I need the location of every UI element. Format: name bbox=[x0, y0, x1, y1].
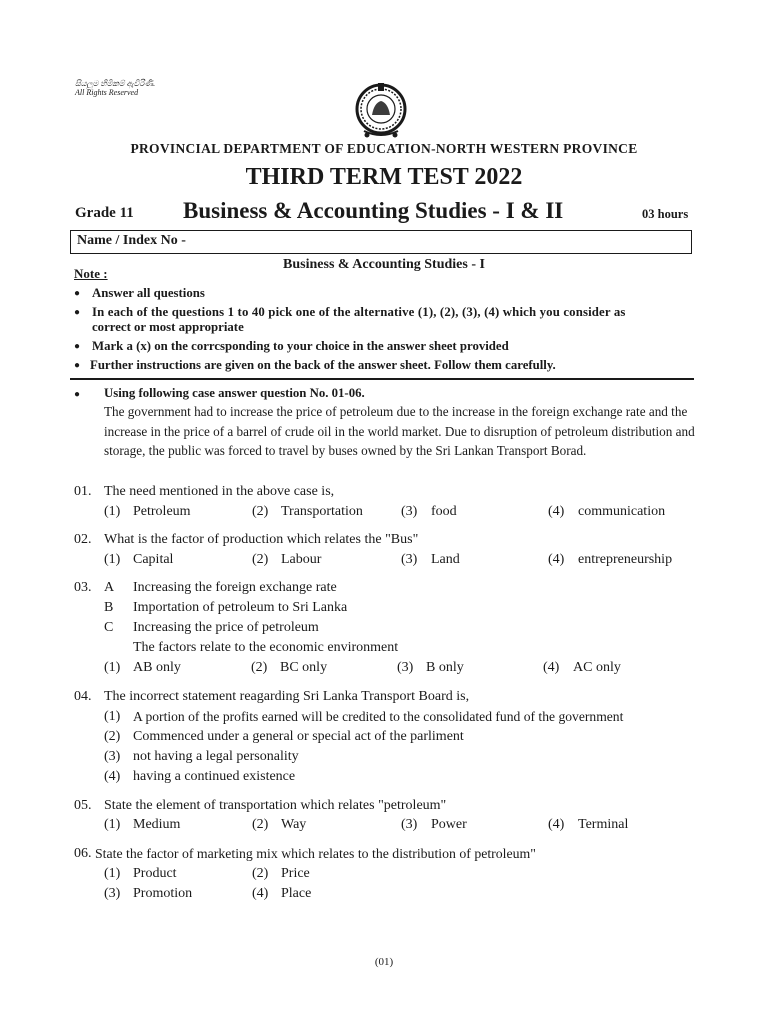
option-text: Price bbox=[281, 866, 310, 881]
option-text: A portion of the profits earned will be credited to the consolidated fund of the government bbox=[133, 709, 624, 724]
option-number: (1) bbox=[104, 709, 121, 724]
option-text: B only bbox=[426, 660, 464, 675]
question-stem: The factors relate to the economic environment bbox=[133, 640, 399, 655]
bullet-icon: ● bbox=[74, 389, 81, 400]
question-number: 04. bbox=[74, 689, 92, 704]
statement-text: Increasing the price of petroleum bbox=[133, 620, 319, 635]
case-heading: Using following case answer question No. 01-06. bbox=[104, 386, 365, 400]
grade-label: Grade 11 bbox=[75, 205, 134, 221]
option-text: Product bbox=[133, 866, 177, 881]
option-number: (2) bbox=[252, 817, 269, 832]
question-number: 05. bbox=[74, 798, 92, 813]
bullet-icon: ● bbox=[74, 288, 81, 299]
bullet-icon: ● bbox=[74, 307, 81, 318]
question-text: State the element of transportation which relates "petroleum" bbox=[104, 798, 447, 813]
subject-title: Business & Accounting Studies - I & II bbox=[183, 198, 564, 223]
option-number: (2) bbox=[252, 552, 269, 567]
option-number: (1) bbox=[104, 504, 121, 519]
option-number: (3) bbox=[401, 817, 418, 832]
duration-label: 03 hours bbox=[642, 207, 689, 221]
option-number: (2) bbox=[252, 866, 269, 881]
name-index-label: Name / Index No - bbox=[77, 233, 186, 248]
option-number: (3) bbox=[397, 660, 414, 675]
note-label: Note : bbox=[74, 266, 108, 281]
option-number: (4) bbox=[252, 886, 269, 901]
question-number: 02. bbox=[74, 532, 92, 547]
option-number: (2) bbox=[252, 504, 269, 519]
rights-notice bbox=[75, 79, 155, 97]
statement-letter: C bbox=[104, 620, 114, 635]
page-number: (01) bbox=[374, 956, 394, 968]
option-number: (4) bbox=[543, 660, 560, 675]
option-number: (4) bbox=[548, 817, 565, 832]
option-text: AB only bbox=[133, 660, 181, 675]
question-text: The incorrect statement reagarding Sri Lanka Transport Board is, bbox=[104, 689, 470, 704]
option-text: Labour bbox=[281, 552, 322, 567]
statement-letter: A bbox=[104, 580, 115, 595]
option-number: (3) bbox=[401, 552, 418, 567]
option-text: Promotion bbox=[133, 886, 193, 901]
question-text: State the factor of marketing mix which relates to the distribution of petroleum" bbox=[95, 846, 536, 861]
option-text: not having a legal personality bbox=[133, 749, 299, 764]
option-text: Petroleum bbox=[133, 504, 191, 519]
note-item: In each of the questions 1 to 40 pick one of the alternative (1), (2), (3), (4) which you consider as bbox=[92, 305, 626, 319]
option-number: (3) bbox=[104, 886, 121, 901]
option-text: food bbox=[431, 504, 457, 519]
question-number: 01. bbox=[74, 484, 92, 499]
statement-text: Importation of petroleum to Sri Lanka bbox=[133, 600, 348, 615]
option-number: (4) bbox=[548, 504, 565, 519]
option-number: (2) bbox=[251, 660, 268, 675]
option-text: Land bbox=[431, 552, 460, 567]
department-title: PROVINCIAL DEPARTMENT OF EDUCATION-NORTH WESTERN PROVINCE bbox=[130, 141, 638, 156]
section-divider bbox=[70, 378, 694, 380]
option-number: (4) bbox=[548, 552, 565, 567]
option-number: (1) bbox=[104, 817, 121, 832]
question-number: 03. bbox=[74, 580, 92, 595]
sri-lanka-emblem-icon bbox=[352, 79, 410, 143]
option-text: Capital bbox=[133, 552, 174, 567]
option-text: Medium bbox=[133, 817, 181, 832]
option-number: (1) bbox=[104, 660, 121, 675]
option-number: (4) bbox=[104, 769, 121, 784]
option-text: AC only bbox=[573, 660, 621, 675]
note-item: Answer all questions bbox=[92, 286, 205, 300]
question-text: The need mentioned in the above case is, bbox=[104, 484, 335, 499]
option-text: entrepreneurship bbox=[578, 552, 673, 567]
option-text: Place bbox=[281, 886, 312, 901]
exam-title: THIRD TERM TEST 2022 bbox=[245, 164, 523, 190]
option-text: BC only bbox=[280, 660, 328, 675]
option-text: communication bbox=[578, 504, 666, 519]
option-number: (3) bbox=[104, 749, 121, 764]
paper-title: Business & Accounting Studies - I bbox=[283, 257, 485, 272]
option-number: (2) bbox=[104, 729, 121, 744]
note-item: Further instructions are given on the back of the answer sheet. Follow them carefully. bbox=[90, 358, 556, 372]
option-number: (1) bbox=[104, 866, 121, 881]
option-text: Terminal bbox=[578, 817, 629, 832]
question-number: 06. bbox=[74, 846, 92, 861]
option-text: Transportation bbox=[281, 504, 363, 519]
case-text: The government had to increase the price of petroleum due to the increase in the foreign exchange rate and the increase in the price of a barrel of crude oil in the world market. Due to disruption of petroleum distribution and storage, the public was forced to travel by buses owned by the Sri Lankan Transport Borad. bbox=[104, 404, 695, 458]
option-text: Way bbox=[281, 817, 307, 832]
option-number: (1) bbox=[104, 552, 121, 567]
bullet-icon: ● bbox=[74, 360, 81, 371]
rights-english: All Rights Reserved bbox=[75, 88, 139, 97]
statement-letter: B bbox=[104, 600, 114, 615]
option-text: Commenced under a general or special act of the parliment bbox=[133, 729, 464, 744]
option-text: having a continued existence bbox=[133, 769, 296, 784]
note-item: correct or most appropriate bbox=[92, 320, 244, 334]
option-number: (3) bbox=[401, 504, 418, 519]
bullet-icon: ● bbox=[74, 341, 81, 352]
statement-text: Increasing the foreign exchange rate bbox=[133, 580, 337, 595]
rights-sinhala: සියලුම හිමිකම් ඇවිරිණි. bbox=[75, 79, 156, 88]
name-index-field[interactable] bbox=[70, 230, 692, 254]
option-text: Power bbox=[431, 817, 467, 832]
note-item: Mark a (x) on the corrcsponding to your choice in the answer sheet provided bbox=[92, 339, 509, 353]
question-text: What is the factor of production which relates the "Bus" bbox=[104, 532, 419, 547]
